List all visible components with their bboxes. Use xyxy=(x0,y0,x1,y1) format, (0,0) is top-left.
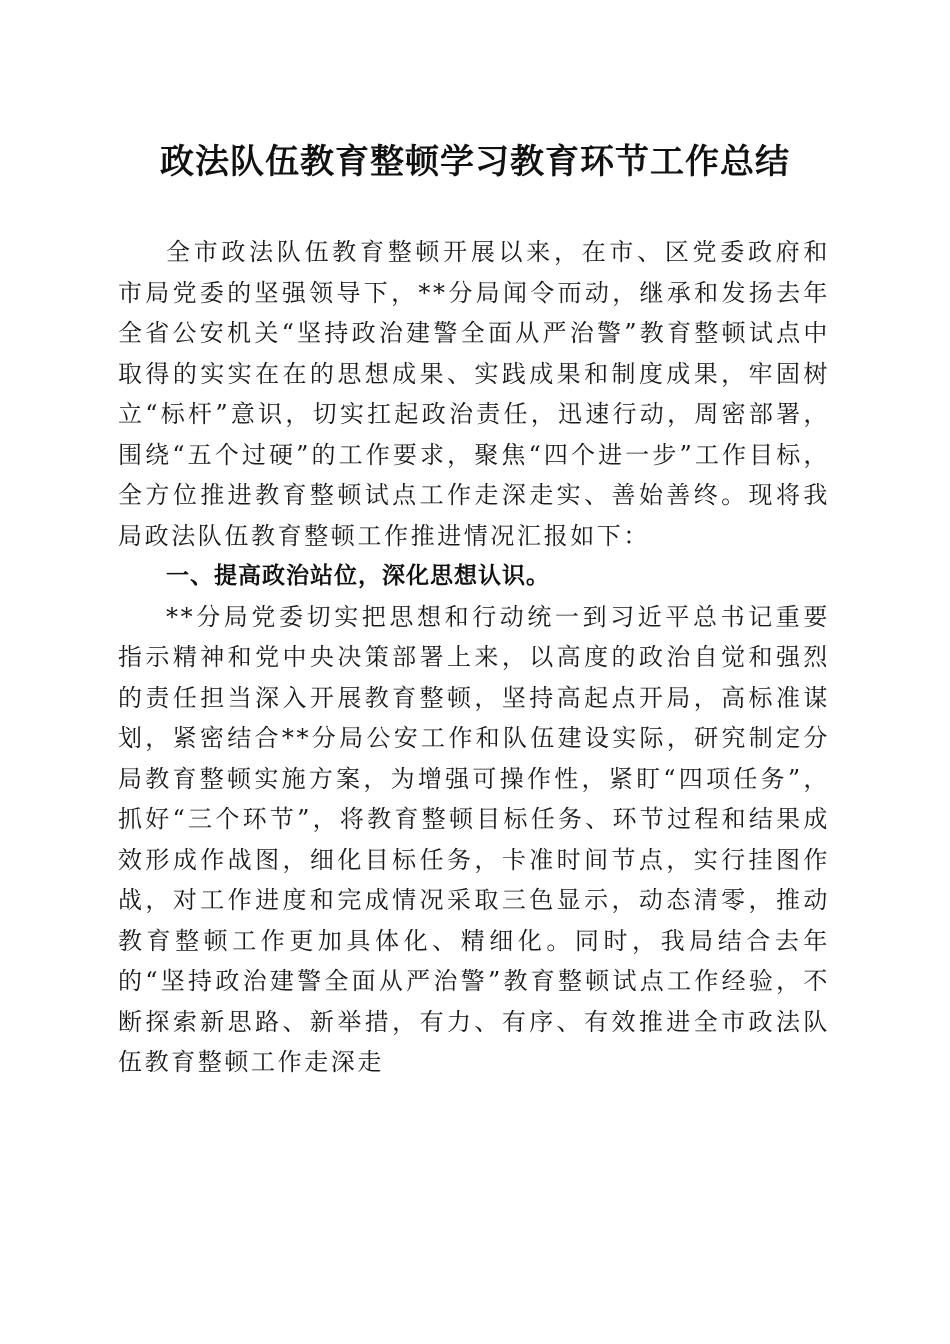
section-1-paragraph: **分局党委切实把思想和行动统一到习近平总书记重要指示精神和党中央决策部署上来，以高度的政治自觉和强烈的责任担当深入开展教育整顿，坚持高起点开局，高标准谋划，紧密结合**分局公安工作和队伍建设实际，研究制定分局教育整顿实施方案，为增强可操作性，紧盯“四项任务”，抓好“三个环节”，将教育整顿目标任务、环节过程和结果成效形成作战图，细化目标任务，卡准时间节点，实行挂图作战，对工作进度和完成情况采取三色显示，动态清零，推动教育整顿工作更加具体化、精细化。同时，我局结合去年的“坚持政治建警全面从严治警”教育整顿试点工作经验，不断探索新思路、新举措，有力、有序、有效推进全市政法队伍教育整顿工作走深走 xyxy=(118,602,830,1076)
document-body xyxy=(118,232,830,1083)
document-title: 政法队伍教育整顿学习教育环节工作总结 xyxy=(160,142,790,182)
intro-paragraph: 全市政法队伍教育整顿开展以来，在市、区党委政府和市局党委的坚强领导下，**分局闻令而动，继承和发扬去年全省公安机关“坚持政治建警全面从严治警”教育整顿试点中取得的实实在在的思想成果、实践成果和制度成果，牢固树立“标杆”意识，切实扛起政治责任，迅速行动，周密部署，围绕“五个过硬”的工作要求，聚焦“四个进一步”工作目标，全方位推进教育整顿试点工作走深走实、善始善终。现将我局政法队伍教育整顿工作推进情况汇报如下： xyxy=(118,238,830,550)
section-1-heading: 一、提高政治站位，深化思想认识。 xyxy=(166,563,550,589)
